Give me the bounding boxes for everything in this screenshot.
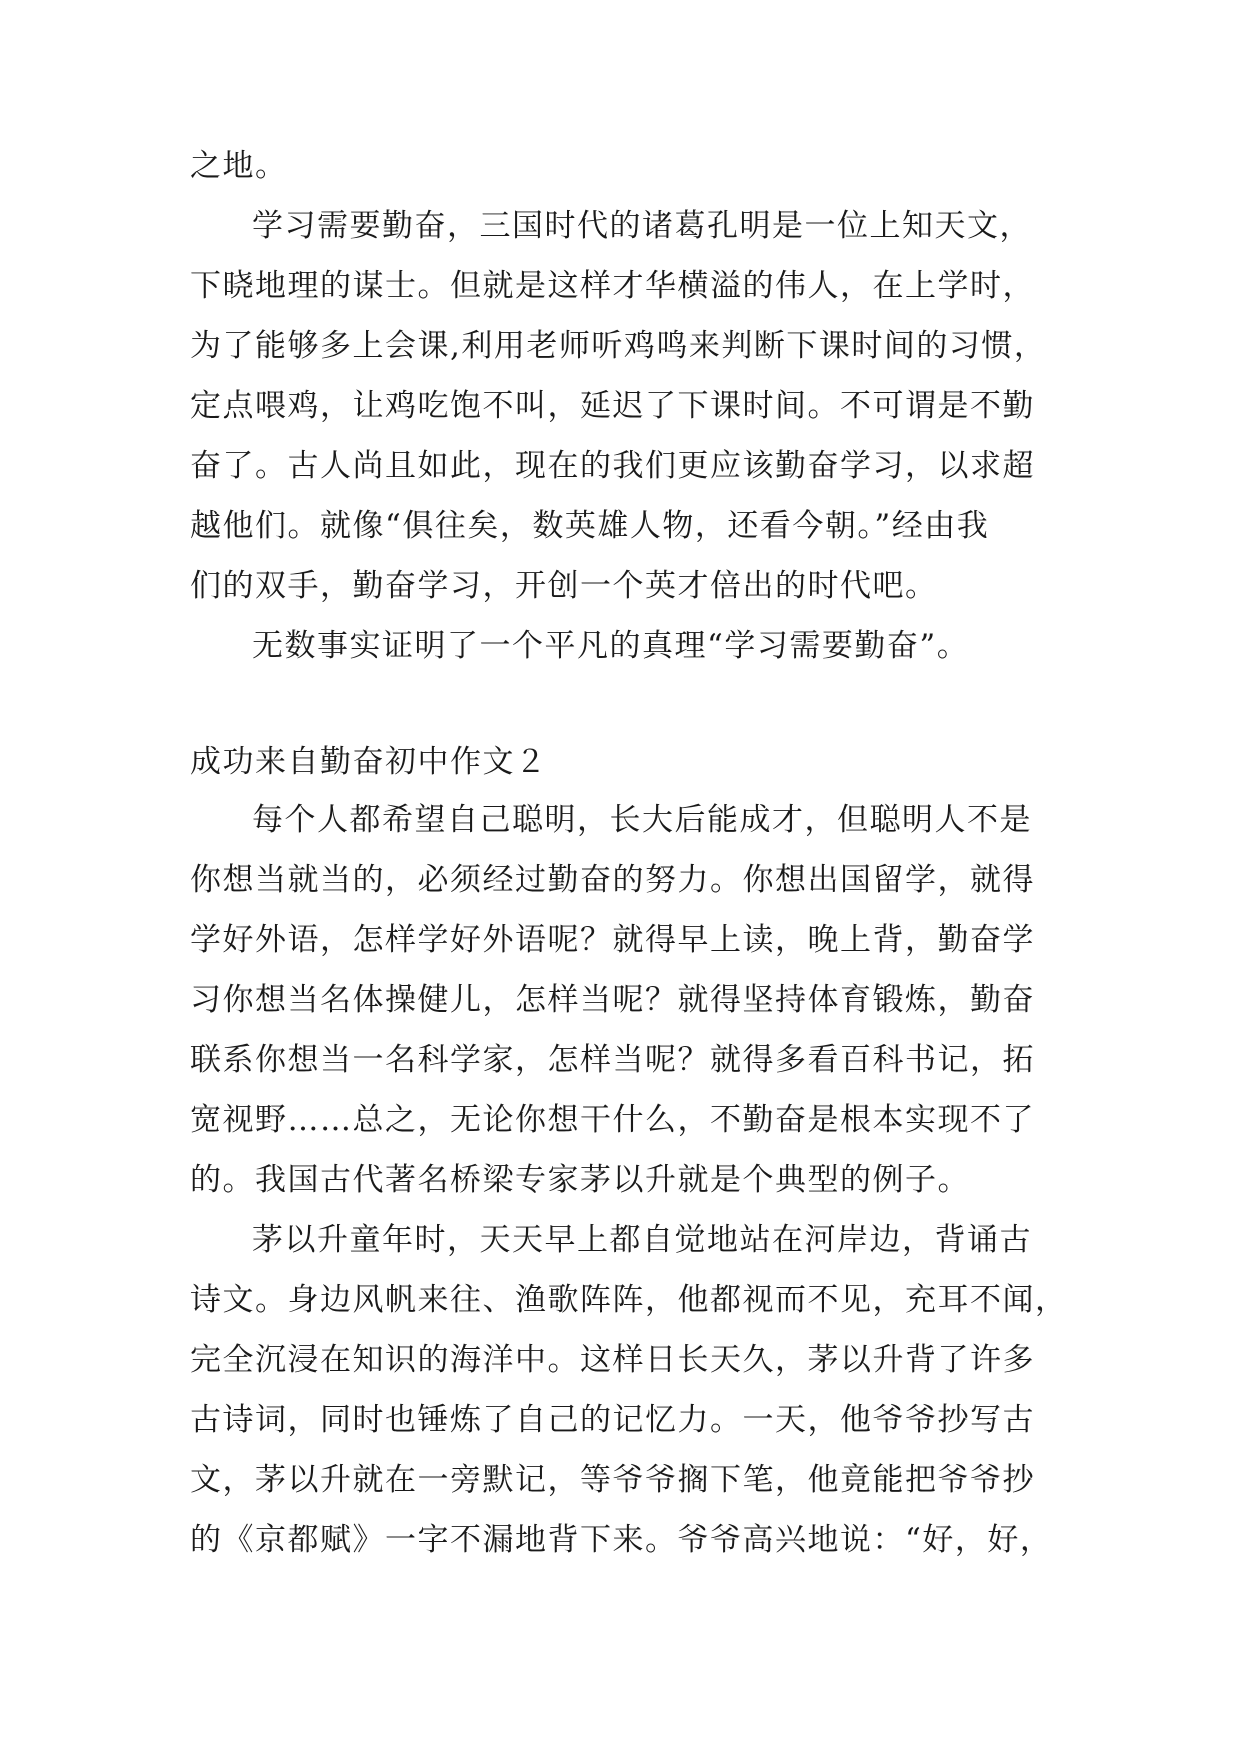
text-line: 习你想当名体操健儿，怎样当呢？就得坚持体育锻炼，勤奋 [190,982,1035,1018]
essay-title [190,732,1070,792]
text-line: 之地。 [190,148,288,184]
paragraph-truth [190,616,1070,676]
text-line: 下晓地理的谋士。但就是这样才华横溢的伟人，在上学时， [190,268,1035,304]
text-line: 文，茅以升就在一旁默记，等爷爷搁下笔，他竟能把爷爷抄 [190,1462,1035,1498]
text-line: 完全沉浸在知识的海洋中。这样日长天久，茅以升背了许多 [190,1342,1035,1378]
essay-title-text: 成功来自勤奋初中作文２ [190,744,548,780]
paragraph-mao-yisheng [190,1210,1070,1570]
text-line: 的《京都赋》一字不漏地背下来。爷爷高兴地说：“好，好， [190,1522,1053,1558]
paragraph-everyone-smart [190,790,1070,1210]
text-line: 奋了。古人尚且如此，现在的我们更应该勤奋学习，以求超 [190,448,1035,484]
text-line: 为了能够多上会课,利用老师听鸡鸣来判断下课时间的习惯， [190,328,1047,364]
text-line: 学习需要勤奋，三国时代的诸葛孔明是一位上知天文， [252,208,1032,244]
text-line: 联系你想当一名科学家，怎样当呢？就得多看百科书记，拓 [190,1042,1035,1078]
text-line: 无数事实证明了一个平凡的真理“学习需要勤奋”。 [252,628,970,664]
text-line: 的。我国古代著名桥梁专家茅以升就是个典型的例子。 [190,1162,970,1198]
text-line: 越他们。就像“俱往矣，数英雄人物，还看今朝。”经由我 [190,508,990,544]
text-line: 们的双手，勤奋学习，开创一个英才倍出的时代吧。 [190,568,938,604]
text-line: 每个人都希望自己聪明，长大后能成才，但聪明人不是 [252,802,1032,838]
paragraph-tail [190,136,1070,196]
text-line: 学好外语，怎样学好外语呢？就得早上读，晚上背，勤奋学 [190,922,1035,958]
text-line: 茅以升童年时，天天早上都自觉地站在河岸边，背诵古 [252,1222,1032,1258]
text-line: 宽视野……总之，无论你想干什么，不勤奋是根本实现不了 [190,1102,1035,1138]
text-line: 古诗词，同时也锤炼了自己的记忆力。一天，他爷爷抄写古 [190,1402,1035,1438]
paragraph-diligence-zhuge [190,196,1070,616]
text-line: 你想当就当的，必须经过勤奋的努力。你想出国留学，就得 [190,862,1035,898]
text-line: 诗文。身边风帆来往、渔歌阵阵，他都视而不见，充耳不闻， [190,1282,1068,1318]
text-line: 定点喂鸡，让鸡吃饱不叫，延迟了下课时间。不可谓是不勤 [190,388,1035,424]
